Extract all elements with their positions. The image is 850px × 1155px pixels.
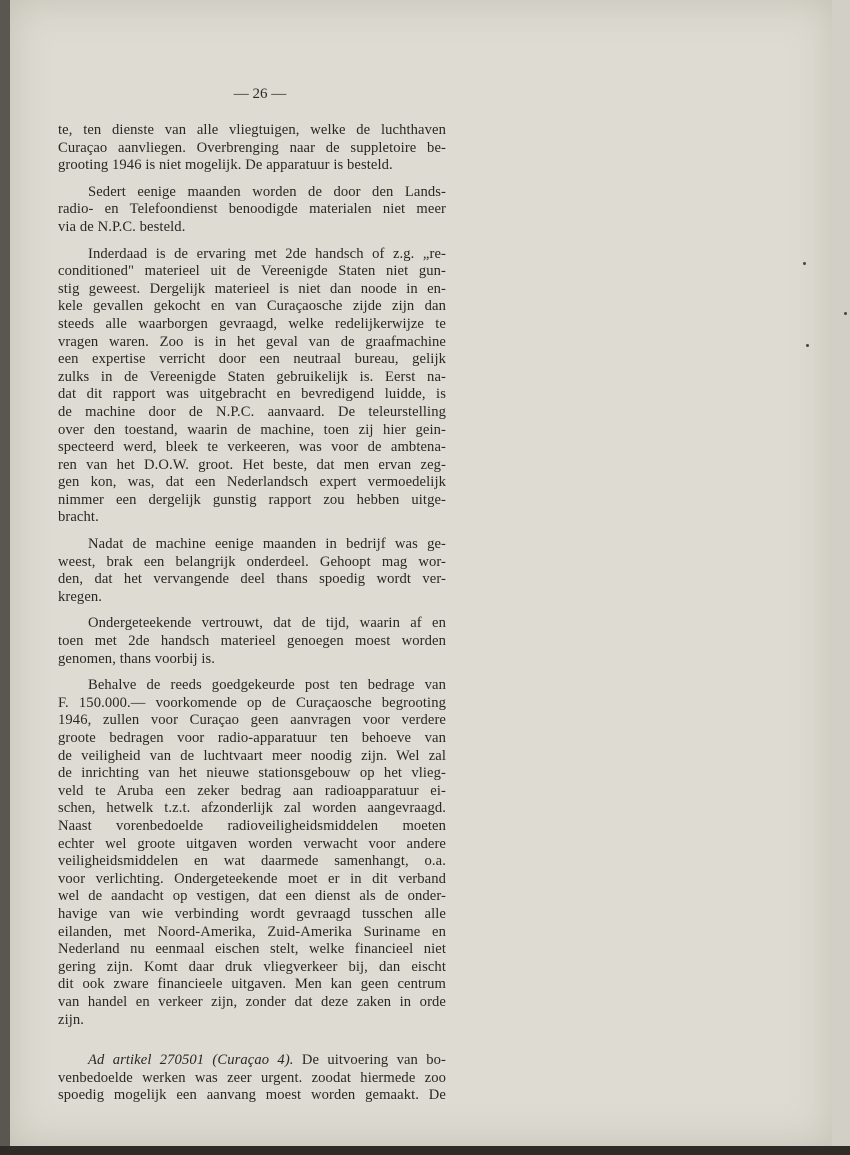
text-line: via de N.P.C. besteld. <box>58 218 186 235</box>
text-line: te, ten dienste van alle vliegtuigen, welke de luchthaven <box>58 122 446 138</box>
text-line: vragen waren. Zoo is in het geval van de graafmachine <box>58 333 446 350</box>
text-line: veiligheidsmiddelen en wat daarmede samenhangt, o.a. <box>58 853 446 870</box>
text-line: gen kon, was, dat een Nederlandsch expert vermoedelijk <box>58 474 446 491</box>
text-line: ren van het D.O.W. groot. Het beste, dat men ervan zeg- <box>58 456 446 473</box>
text-line: weest, brak een belangrijk onderdeel. Gehoopt mag wor- <box>58 553 446 570</box>
text-line: een expertise verricht door een neutraal bureau, gelijk <box>58 351 446 368</box>
paragraph <box>58 246 446 528</box>
text-line: specteerd werd, bleek te verkeeren, was voor de ambtena- <box>58 439 446 456</box>
text-line: eilanden, met Noord-Amerika, Zuid-Amerika Suriname en <box>58 923 446 940</box>
text-line: conditioned" materieel uit de Vereenigde Staten niet gun- <box>58 263 446 280</box>
paragraph <box>58 677 446 1029</box>
text-line: nimmer een dergelijk gunstig rapport zou hebben uitge- <box>58 491 446 508</box>
text-line: gering zijn. Komt daar druk vliegverkeer bij, dan eischt <box>58 958 446 975</box>
text-line: schen, hetwelk t.z.t. afzonderlijk zal worden aangevraagd. <box>58 800 446 817</box>
text-line: de inrichting van het nieuwe stationsgebouw op het vlieg- <box>58 765 446 782</box>
text-line: spoedig mogelijk een aanvang moest worden gemaakt. De <box>58 1087 446 1104</box>
text-line <box>58 1052 446 1070</box>
text-line: 1946, zullen voor Curaçao geen aanvragen voor verdere <box>58 712 446 729</box>
text-line: Inderdaad is de ervaring met 2de handsch of z.g. „re- <box>88 245 446 262</box>
text-line: kele gevallen gekocht en van Curaçaosche zijde zijn dan <box>58 298 446 315</box>
text-line: zijn. <box>58 1011 85 1028</box>
text-line: genomen, thans voorbij is. <box>58 650 216 667</box>
text-line: steeds alle waarborgen gevraagd, welke redelijkerwijze te <box>58 315 446 332</box>
text-line: voor verlichting. Ondergeteekende moet er in dit verband <box>58 870 446 887</box>
text-line: van handel en verkeer zijn, zonder dat deze zaken in orde <box>58 993 446 1010</box>
text-line: bracht. <box>58 509 99 526</box>
scan-speck <box>806 344 809 347</box>
body-text <box>58 122 446 1114</box>
article-heading: Ad artikel 270501 (Curaçao 4). <box>88 1052 294 1069</box>
paragraph <box>58 615 446 668</box>
text-line: grooting 1946 is niet mogelijk. De apparatuur is besteld. <box>58 157 393 174</box>
section-gap <box>58 1038 446 1052</box>
text-line: Nederland nu eenmaal eischen stelt, welke financieel niet <box>58 941 446 958</box>
text-line: echter wel groote uitgaven worden verwacht voor andere <box>58 835 446 852</box>
scan-speck <box>803 262 806 265</box>
text-line: wel de aandacht op vestigen, dat een dienst als de onder- <box>58 888 446 905</box>
text-line: de machine door de N.P.C. aanvaard. De teleurstelling <box>58 403 446 420</box>
text-line: de veiligheid van de luchtvaart meer noodig zijn. Wel zal <box>58 747 446 764</box>
scan-bottom-border <box>0 1146 850 1155</box>
text-line: veld te Aruba een zeker bedrag aan radioapparatuur ei- <box>58 782 446 799</box>
text-line: radio- en Telefoondienst benoodigde materialen niet meer <box>58 201 446 218</box>
text-line: dat dit rapport was uitgebracht en bevredigend luidde, is <box>58 386 446 403</box>
text-line: Nadat de machine eenige maanden in bedrijf was ge- <box>88 536 446 553</box>
text-line: groote bedragen voor radio-apparatuur ten behoeve van <box>58 730 446 746</box>
text-line: zulks in de Vereenigde Staten gebruikelijk is. Eerst na- <box>58 368 446 385</box>
paragraph <box>58 122 446 175</box>
text-line: dit ook zware financieele uitgaven. Men kan geen centrum <box>58 976 446 993</box>
text-line: stig geweest. Dergelijk materieel is niet dan noode in en- <box>58 280 446 297</box>
text-line: Sedert eenige maanden worden de door den Lands- <box>88 183 446 200</box>
text-line: den, dat het vervangende deel thans spoedig wordt ver- <box>58 571 446 588</box>
text-line: Behalve de reeds goedgekeurde post ten bedrage van <box>88 677 446 694</box>
article-paragraph <box>58 1052 446 1105</box>
text-line: Naast vorenbedoelde radioveiligheidsmiddelen moeten <box>58 817 446 834</box>
page-number: — 26 — <box>233 86 287 102</box>
text-line: kregen. <box>58 588 103 605</box>
article-first-line-text: De uitvoering van bo- <box>301 1052 446 1069</box>
text-line: F. 150.000.— voorkomende op de Curaçaosche begrooting <box>58 694 446 711</box>
text-line: Ondergeteekende vertrouwt, dat de tijd, waarin af en <box>88 615 446 632</box>
text-line: over den toestand, waarin de machine, toen zij hier gein- <box>58 421 446 438</box>
paragraph <box>58 536 446 606</box>
next-page-edge <box>832 0 850 1155</box>
paragraph <box>58 184 446 237</box>
text-line: venbedoelde werken was zeer urgent. zoodat hiermede zoo <box>58 1069 446 1086</box>
text-line: Curaçao aanvliegen. Overbrenging naar de suppletoire be- <box>58 139 446 156</box>
text-line: havige van wie verbinding wordt gevraagd tusschen alle <box>58 905 446 922</box>
scan-speck <box>844 312 847 315</box>
text-line: toen met 2de handsch materieel genoegen moest worden <box>58 633 446 650</box>
